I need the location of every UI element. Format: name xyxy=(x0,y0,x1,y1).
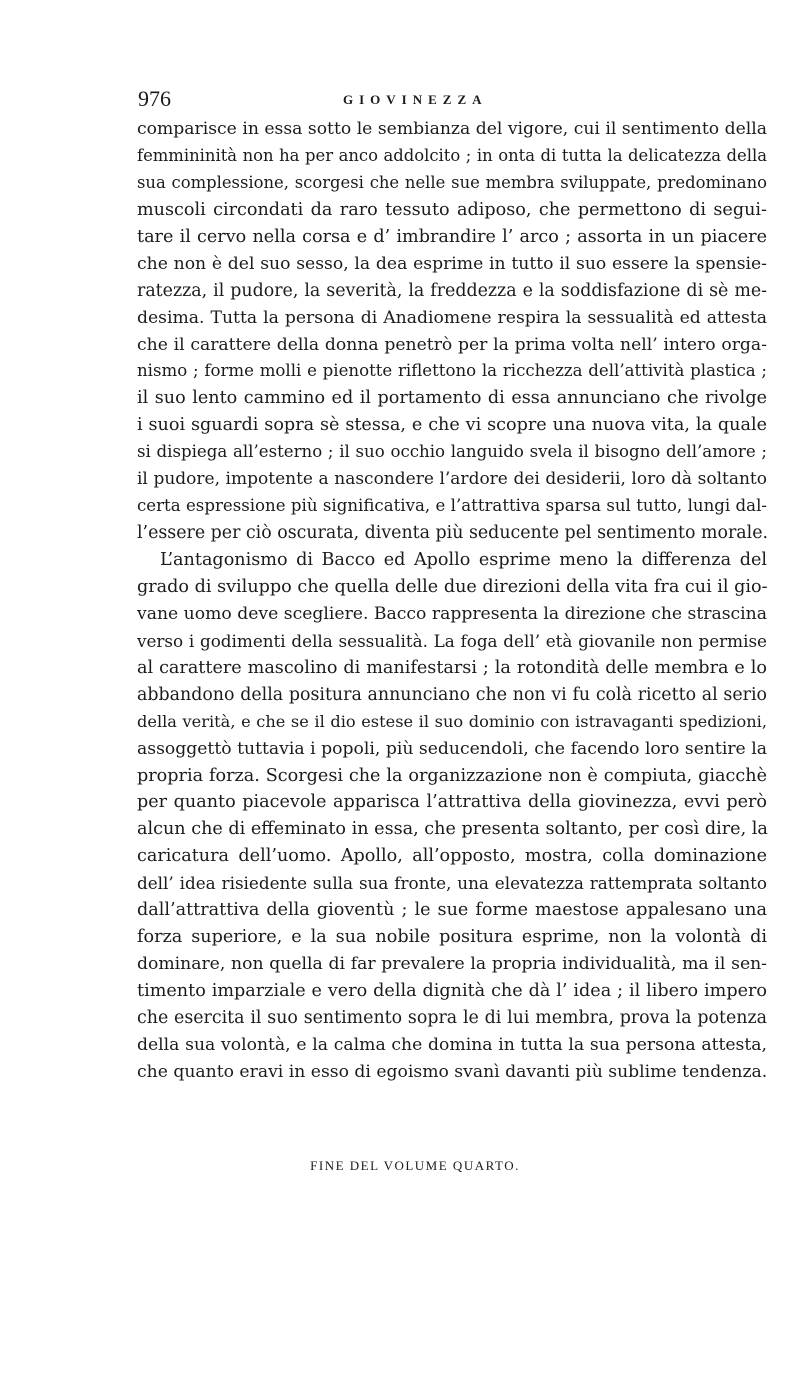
text-line: che il carattere della donna penetrò per la prima volta nell’ intero orga- xyxy=(137,334,767,355)
text-line: al carattere mascolino di manifestarsi ; la rotondità delle membra e lo xyxy=(137,657,767,678)
text-line: tare il cervo nella corsa e d’ imbrandire l’ arco ; assorta in un piacere xyxy=(137,226,767,247)
text-line: alcun che di effeminato in essa, che presenta soltanto, per così dire, la xyxy=(137,819,768,840)
body-text xyxy=(137,116,767,1086)
text-line: nismo ; forme molli e pienotte riflettono la ricchezza dell’attività plastica ; xyxy=(137,361,767,381)
text-line: i suoi sguardi sopra sè stessa, e che vi scopre una nuova vita, la quale xyxy=(137,415,767,436)
text-line: verso i godimenti della sessualità. La foga dell’ età giovanile non permise xyxy=(137,630,767,651)
text-line: abbandono della positura annunciano che non vi fu colà ricetto al serio xyxy=(137,684,767,705)
text-line: timento imparziale e vero della dignità che dà l’ idea ; il libero impero xyxy=(137,981,767,1001)
page-number: 976 xyxy=(138,86,171,111)
text-line: della sua volontà, e la calma che domina in tutta la sua persona attesta, xyxy=(137,1034,767,1055)
text-line: propria forza. Scorgesi che la organizzazione non è compiuta, giacchè xyxy=(137,765,767,786)
text-line: ratezza, il pudore, la severità, la freddezza e la soddisfazione di sè me- xyxy=(137,280,767,301)
text-line: che quanto eravi in esso di egoismo svanì davanti più sublime tendenza. xyxy=(137,1061,768,1082)
text-line: dell’ idea risiedente sulla sua fronte, una elevatezza rattemprata soltanto xyxy=(137,873,767,894)
text-line: forza superiore, e la sua nobile positura esprime, non la volontà di xyxy=(137,927,767,948)
text-line: muscoli circondati da raro tessuto adiposo, che permettono di segui- xyxy=(137,199,767,220)
end-of-volume-mark: FINE DEL VOLUME QUARTO. xyxy=(310,1158,520,1173)
text-line: si dispiega all’esterno ; il suo occhio languido svela il bisogno dell’amore ; xyxy=(137,442,767,462)
text-line: femmininità non ha per anco addolcito ; in onta di tutta la delicatezza della xyxy=(137,145,767,165)
text-line: comparisce in essa sotto le sembianza del vigore, cui il sentimento della xyxy=(137,119,767,139)
text-line: della verità, e che se il dio estese il suo dominio con istravaganti spedizioni, xyxy=(137,711,767,731)
paragraph-1 xyxy=(137,116,767,547)
page-header xyxy=(138,86,738,116)
text-line: dall’attrattiva della gioventù ; le sue forme maestose appalesano una xyxy=(137,900,767,921)
text-line: grado di sviluppo che quella delle due direzioni della vita fra cui il gio- xyxy=(137,576,768,597)
paragraph-2 xyxy=(137,547,767,1086)
text-line: desima. Tutta la persona di Anadiomene respira la sessualità ed attesta xyxy=(137,307,767,328)
text-line: sua complessione, scorgesi che nelle sue membra sviluppate, predominano xyxy=(137,172,767,192)
text-line: per quanto piacevole apparisca l’attrattiva della giovinezza, evvi però xyxy=(137,792,767,813)
text-line: L’antagonismo di Bacco ed Apollo esprime meno la differenza del xyxy=(160,550,767,570)
text-line: caricatura dell’uomo. Apollo, all’opposto, mostra, colla dominazione xyxy=(137,846,767,867)
text-line: il pudore, impotente a nascondere l’ardore dei desiderii, loro dà soltanto xyxy=(137,469,767,490)
text-line: il suo lento cammino ed il portamento di essa annunciano che rivolge xyxy=(137,388,767,409)
text-line: l’essere per ciò oscurata, diventa più seducente pel sentimento morale. xyxy=(137,523,769,544)
text-line: vane uomo deve scegliere. Bacco rappresenta la direzione che strascina xyxy=(137,603,767,624)
text-line: assoggettò tuttavia i popoli, più seducendoli, che facendo loro sentire la xyxy=(137,738,767,759)
text-line: dominare, non quella di far prevalere la propria individualità, ma il sen- xyxy=(137,954,767,975)
running-title: GIOVINEZZA xyxy=(343,92,488,107)
text-line: certa espressione più significativa, e l’attrattiva sparsa sul tutto, lungi dal- xyxy=(137,496,767,516)
text-line: che esercita il suo sentimento sopra le di lui membra, prova la potenza xyxy=(137,1007,767,1028)
text-line: che non è del suo sesso, la dea esprime in tutto il suo essere la spensie- xyxy=(137,253,767,274)
